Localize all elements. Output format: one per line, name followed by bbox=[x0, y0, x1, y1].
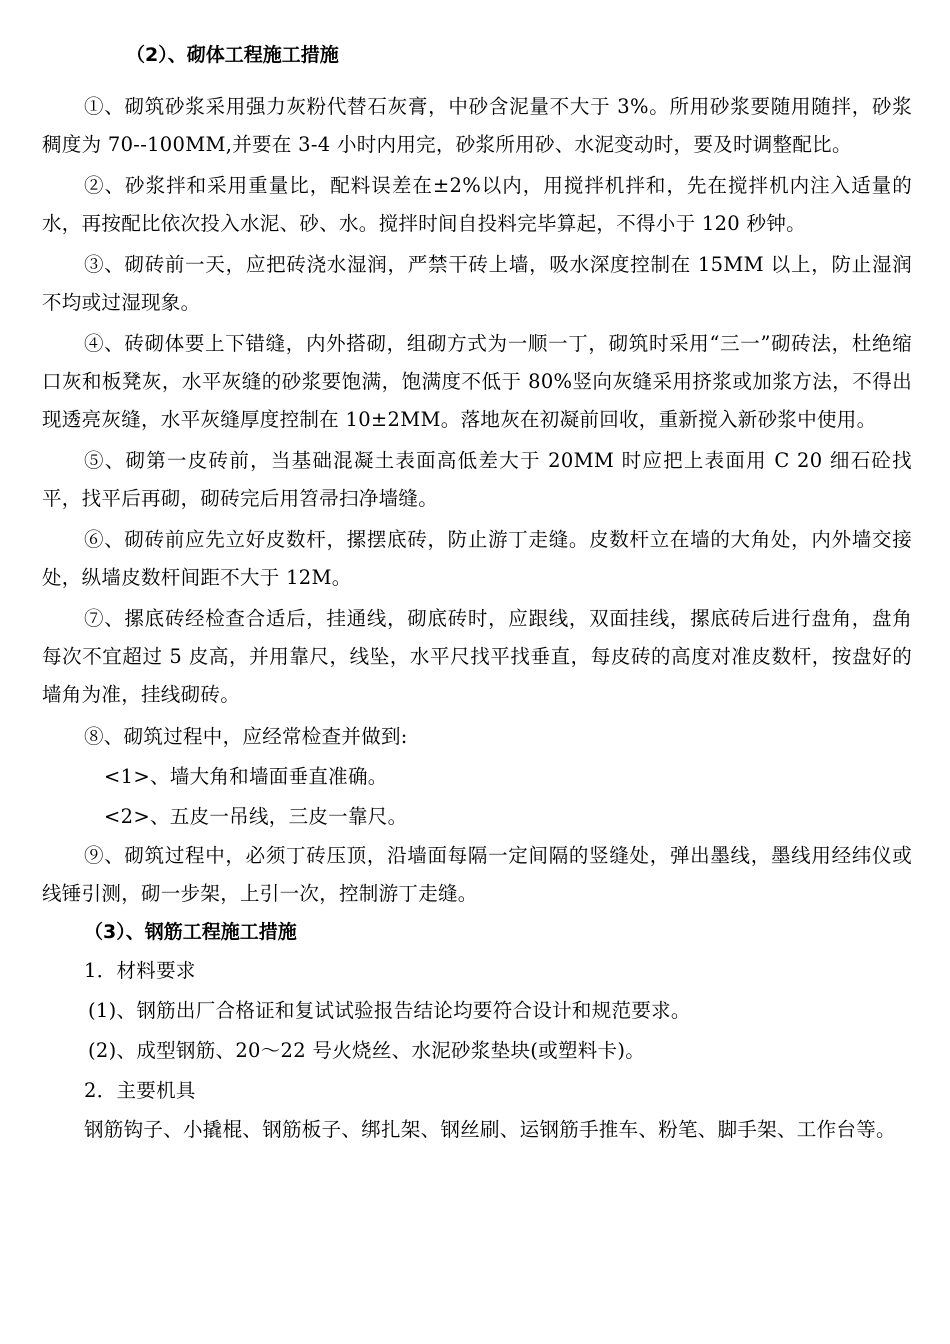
sub-item-vertical: <1>、墙大角和墙面垂直准确。 bbox=[104, 765, 388, 788]
paragraph-corner: ⑦、摞底砖经检查合适后，挂通线，砌底砖时，应跟线，双面挂线，摞底砖后进行盘角，盘角每次不宜超过 5 皮高，并用靠尺，线坠，水平尺找平找垂直，每皮砖的高度对准皮数杆，按盘好的墙角为准，挂线砌砖。 bbox=[42, 607, 912, 706]
section-heading-masonry: （2）、砌体工程施工措施 bbox=[126, 44, 339, 66]
item-inspection: ⑧、砌筑过程中，应经常检查并做到: bbox=[84, 725, 408, 748]
paragraph-wetting: ③、砌砖前一天，应把砖浇水湿润，严禁干砖上墙，吸水深度控制在 15MM 以上，防止湿润不均或过湿现象。 bbox=[42, 253, 912, 314]
paragraph-bonding: ④、砖砌体要上下错缝，内外搭砌，组砌方式为一顺一丁，砌筑时采用“三一”砌砖法，杜绝缩口灰和板凳灰，水平灰缝的砂浆要饱满，饱满度不低于 80%竖向灰缝采用挤浆或加浆方法，不得出现透亮灰缝，水平灰缝厚度控制在 10±2MM。落地灰在初凝前回收，重新搅入新砂浆中使用。 bbox=[42, 332, 912, 431]
paragraph-story-pole: ⑥、砌砖前应先立好皮数杆，摞摆底砖，防止游丁走缝。皮数杆立在墙的大角处，内外墙交接处，纵墙皮数杆间距不大于 12M。 bbox=[42, 528, 912, 589]
paragraph-mortar: ①、砌筑砂浆采用强力灰粉代替石灰膏，中砂含泥量不大于 3%。所用砂浆要随用随拌，砂浆稠度为 70--100MM,并要在 3-4 小时内用完，砂浆所用砂、水泥变动时，要及时调整配比。 bbox=[42, 95, 912, 156]
item-rebar-materials: (2)、成型钢筋、20～22 号火烧丝、水泥砂浆垫块(或塑料卡)。 bbox=[88, 1039, 646, 1062]
paragraph-mixing: ②、砂浆拌和采用重量比，配料误差在±2%以内，用搅拌机拌和，先在搅拌机内注入适量的水，再按配比依次投入水泥、砂、水。搅拌时间自投料完毕算起，不得小于 120 秒钟。 bbox=[42, 174, 912, 235]
item-certificate: (1)、钢筋出厂合格证和复试试验报告结论均要符合设计和规范要求。 bbox=[88, 999, 691, 1022]
paragraph-capping: ⑨、砌筑过程中，必须丁砖压顶，沿墙面每隔一定间隔的竖缝处，弹出墨线，墨线用经纬仪或线锤引测，砌一步架，上引一次，控制游丁走缝。 bbox=[42, 844, 912, 905]
document-page bbox=[42, 36, 912, 1149]
sub-title-materials: 1．材料要求 bbox=[84, 959, 196, 982]
paragraph-tools: 钢筋钩子、小撬棍、钢筋板子、绑扎架、钢丝刷、运钢筋手推车、粉笔、脚手架、工作台等。 bbox=[84, 1118, 896, 1141]
section-heading-rebar: （3）、钢筋工程施工措施 bbox=[84, 921, 297, 943]
sub-title-tools: 2．主要机具 bbox=[84, 1079, 196, 1102]
paragraph-first-course: ⑤、砌第一皮砖前，当基础混凝土表面高低差大于 20MM 时应把上表面用 C 20 细石砼找平，找平后再砌，砌砖完后用笤帚扫净墙缝。 bbox=[42, 449, 912, 510]
sub-item-plumb: <2>、五皮一吊线，三皮一靠尺。 bbox=[104, 805, 408, 828]
